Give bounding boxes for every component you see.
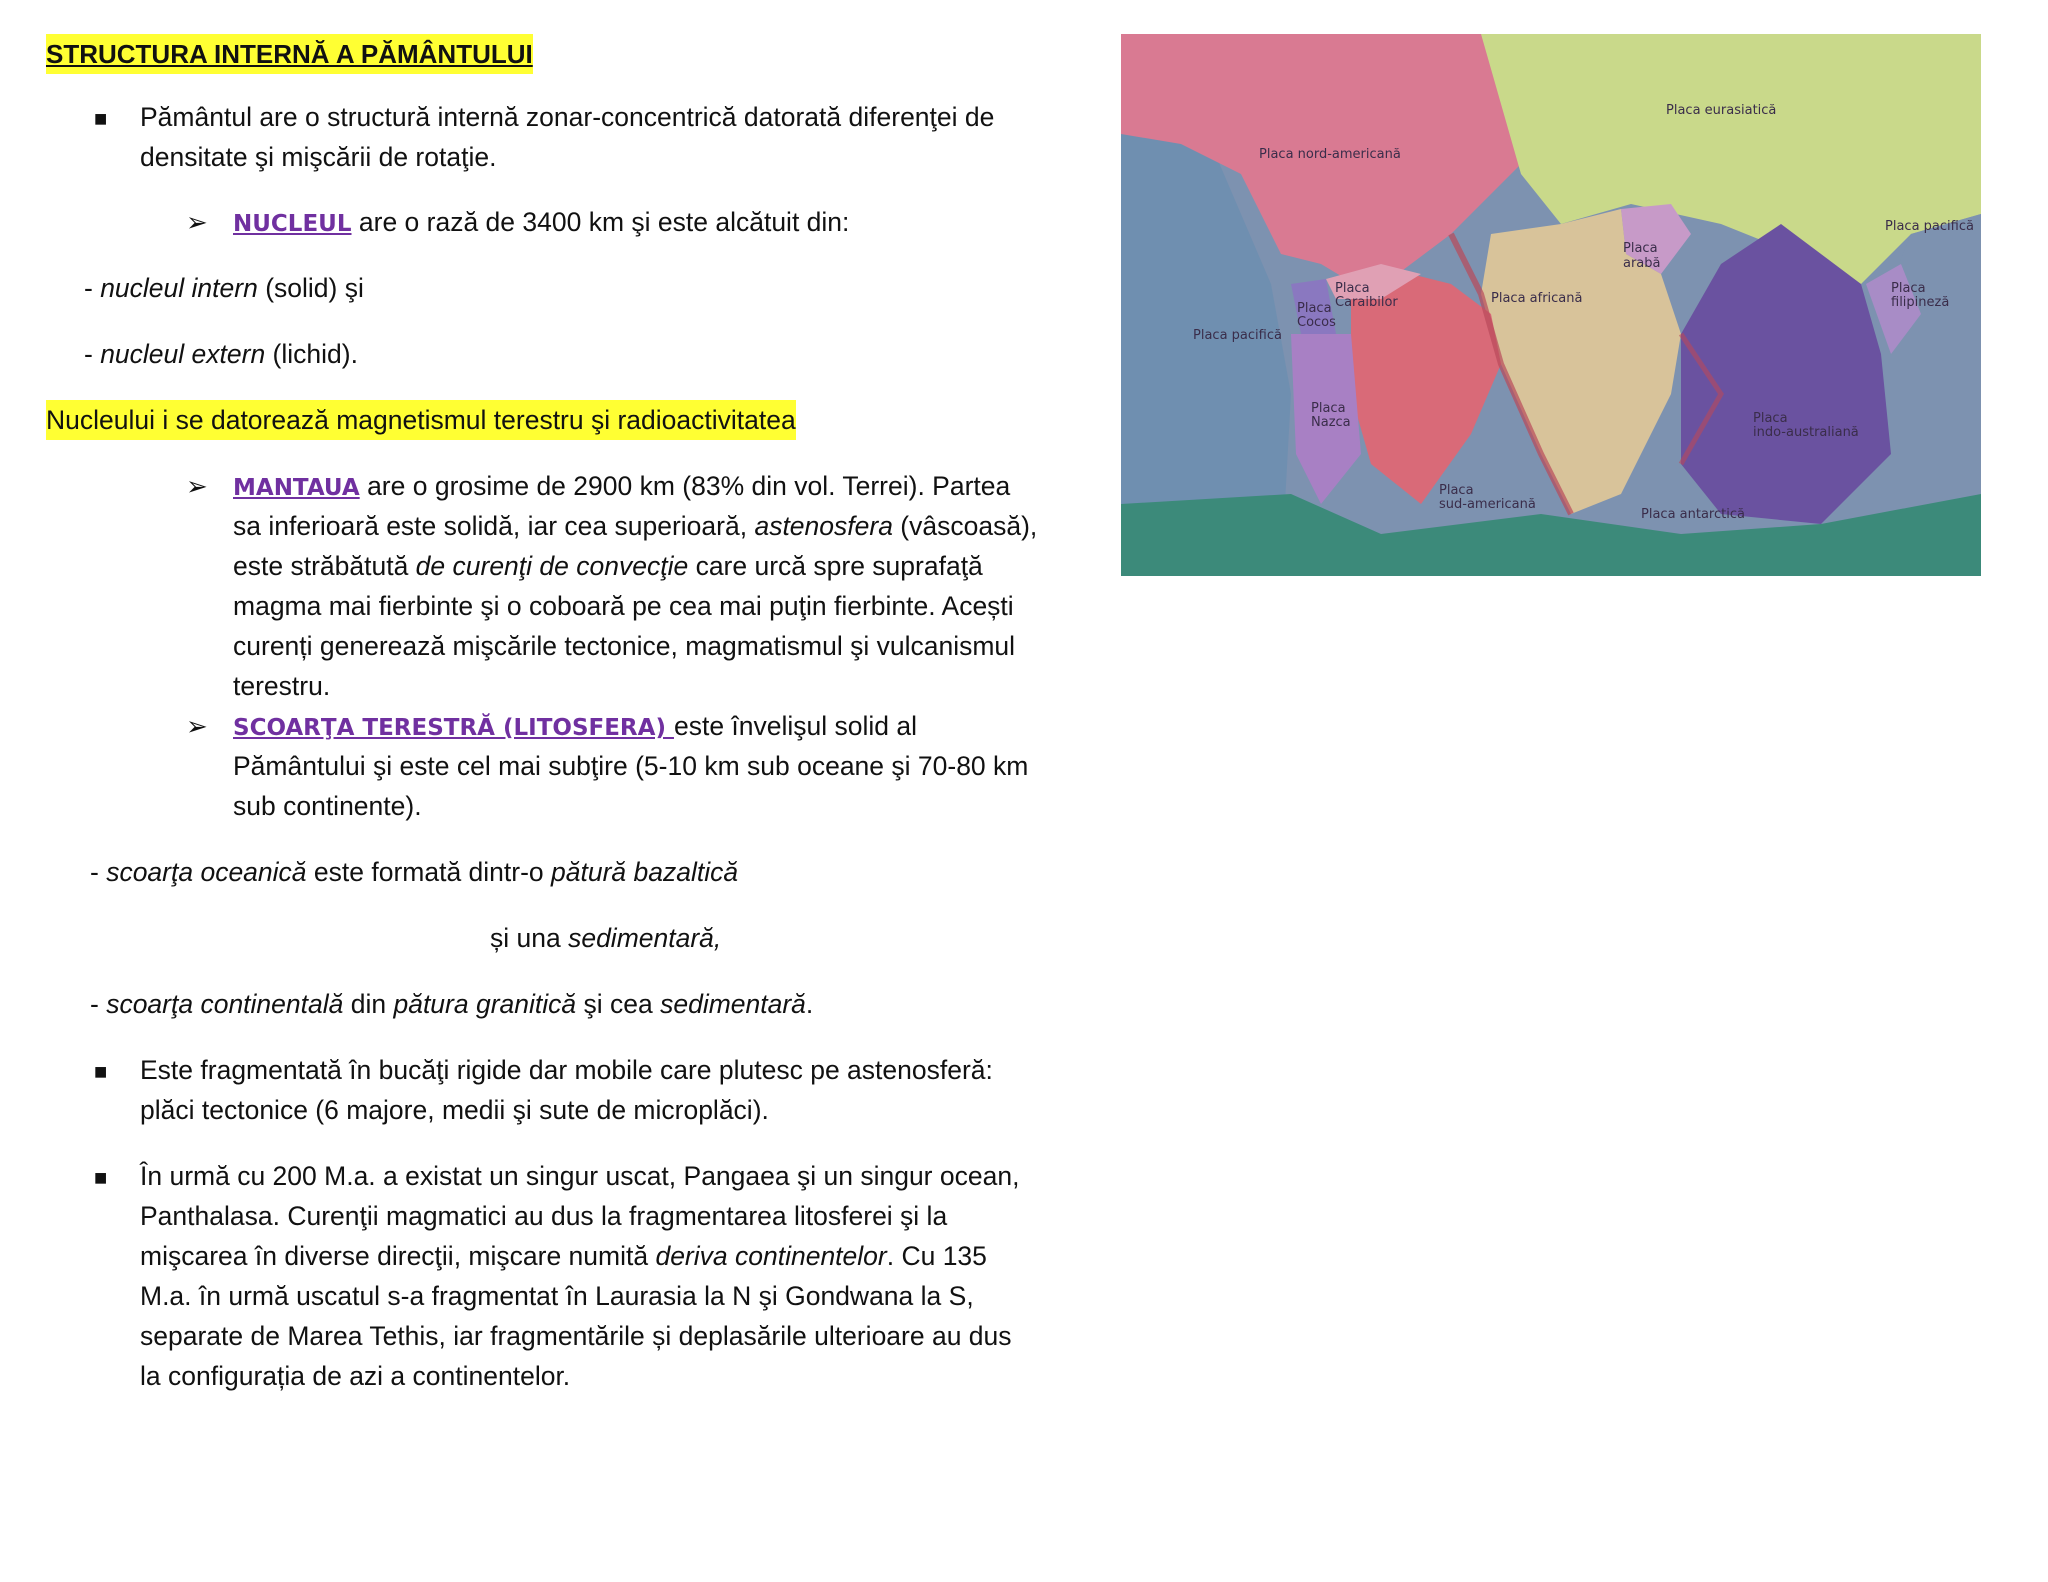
bullet-icon: ■ <box>94 1165 108 1190</box>
label-caraibilor-2: Caraibilor <box>1335 295 1398 310</box>
paragraph-pangaea-line1: În urmă cu 200 M.a. a existat un singur uscat, Pangaea şi un singur ocean, <box>140 1161 1020 1191</box>
label-cocos-1: Placa <box>1297 301 1332 316</box>
label-indo-1: Placa <box>1753 411 1788 426</box>
label-nord-americana: Placa nord-americană <box>1259 147 1401 162</box>
label-pacifica-right: Placa pacifică <box>1885 219 1974 234</box>
scoarta-text: este învelişul solid al <box>673 711 918 741</box>
paragraph-pangaea-line5: separate de Marea Tethis, iar fragmentările și deplasările ulterioare au dus <box>140 1321 1012 1351</box>
text: care urcă spre suprafaţă <box>688 551 983 581</box>
document-title: STRUCTURA INTERNĂ A PĂMÂNTULUI <box>46 34 533 74</box>
mantaua-line1 <box>233 466 1010 508</box>
paragraph-pangaea-line2: Panthalasa. Curenţii magmatici au dus la fragmentarea litosferei şi la <box>140 1201 948 1231</box>
nucleul-extern-term: nucleul extern <box>100 339 266 369</box>
patura-granitica-term: pătura granitică <box>393 989 577 1019</box>
paragraph-fragmentare-line1: Este fragmentată în bucăţi rigide dar mobile care plutesc pe astenosferă: <box>140 1055 993 1085</box>
mantaua-line2 <box>233 506 1037 546</box>
text: este formată dintr-o <box>306 857 552 887</box>
dash: - <box>90 989 107 1019</box>
scoarta-continentala-line <box>90 984 813 1024</box>
patura-bazaltica-term: pătură bazaltică <box>551 857 739 887</box>
text: din <box>343 989 394 1019</box>
scoarta-line3: sub continente). <box>233 791 422 821</box>
label-araba-2: arabă <box>1623 256 1661 271</box>
dash: - <box>90 857 107 887</box>
nucleul-intern-line <box>84 268 364 308</box>
mantaua-line4: magma mai fierbinte şi o coboară pe cea mai puţin fierbinte. Acești <box>233 591 1014 621</box>
text: . <box>805 989 814 1019</box>
bullet-icon: ■ <box>94 106 108 131</box>
label-sud-2: sud-americană <box>1439 497 1536 512</box>
scoarta-line2: Pământului şi este cel mai subţire (5-10 km sub oceane şi 70-80 km <box>233 751 1029 781</box>
text: (vâscoasă), <box>892 511 1038 541</box>
label-indo-2: indo-australiană <box>1753 425 1859 440</box>
mantaua-keyword: MANTAUA <box>233 475 360 501</box>
text: sa inferioară este solidă, iar cea superioară, <box>233 511 755 541</box>
sedimentara-line <box>490 918 721 958</box>
sedimentara-term: sedimentară <box>660 989 806 1019</box>
nucleul-extern-line <box>84 334 358 374</box>
scoarta-oceanica-term: scoarţa oceanică <box>106 857 307 887</box>
label-africana: Placa africană <box>1491 291 1583 306</box>
sedimentara-term: sedimentară, <box>568 923 722 953</box>
text: şi cea <box>576 989 661 1019</box>
arrow-bullet-icon: ➢ <box>186 711 208 741</box>
mantaua-line3 <box>233 546 983 586</box>
text: și una <box>490 923 569 953</box>
dash: - <box>84 339 101 369</box>
paragraph-fragmentare-line2: plăci tectonice (6 majore, medii şi sute de microplăci). <box>140 1095 769 1125</box>
paragraph-structure-line2: densitate şi mişcării de rotaţie. <box>140 142 497 172</box>
tectonic-plates-map <box>1121 34 1981 576</box>
scoarta-line1 <box>233 706 917 748</box>
nucleul-text: are o rază de 3400 km şi este alcătuit din: <box>351 207 850 237</box>
mantaua-line6: terestru. <box>233 671 331 701</box>
mantaua-line5: curenți generează mişcările tectonice, magmatismul şi vulcanismul <box>233 631 1016 661</box>
label-nazca-2: Nazca <box>1311 415 1351 430</box>
label-antarctica: Placa antarctică <box>1641 507 1745 522</box>
astenosfera-term: astenosfera <box>754 511 893 541</box>
paragraph-pangaea-line4: M.a. în urmă uscatul s-a fragmentat în Laurasia la N şi Gondwana la S, <box>140 1281 974 1311</box>
paragraph-pangaea-line6: la configurația de azi a continentelor. <box>140 1361 571 1391</box>
arrow-bullet-icon: ➢ <box>186 207 208 237</box>
label-nazca-1: Placa <box>1311 401 1346 416</box>
nucleul-extern-rest: (lichid). <box>265 339 358 369</box>
label-filipine-2: filipineză <box>1891 295 1950 310</box>
nucleul-intern-rest: (solid) şi <box>257 273 364 303</box>
paragraph-pangaea-line3 <box>140 1236 987 1276</box>
nucleul-keyword: NUCLEUL <box>233 211 352 237</box>
label-sud-1: Placa <box>1439 483 1474 498</box>
label-filipine-1: Placa <box>1891 281 1926 296</box>
label-araba-1: Placa <box>1623 241 1658 256</box>
text: mişcarea în diverse direcţii, mişcare numită <box>140 1241 656 1271</box>
label-pacifica-left: Placa pacifică <box>1193 328 1282 343</box>
scoarta-continentala-term: scoarţa continentală <box>106 989 344 1019</box>
mantaua-text: are o grosime de 2900 km (83% din vol. Terrei). Partea <box>359 471 1011 501</box>
scoarta-keyword: SCOARŢA TERESTRĂ (LITOSFERA) <box>233 715 674 741</box>
scoarta-oceanica-line <box>90 852 738 892</box>
label-cocos-2: Cocos <box>1297 315 1336 330</box>
nucleul-line <box>233 202 849 244</box>
text: . Cu 135 <box>886 1241 987 1271</box>
deriva-continentelor-term: deriva continentelor <box>655 1241 887 1271</box>
bullet-icon: ■ <box>94 1059 108 1084</box>
label-eurasiatica: Placa eurasiatică <box>1666 103 1777 118</box>
text: este străbătută <box>233 551 416 581</box>
label-caraibilor-1: Placa <box>1335 281 1370 296</box>
dash: - <box>84 273 101 303</box>
curenti-conventie-term: de curenţi de convecţie <box>415 551 689 581</box>
nucleul-intern-term: nucleul intern <box>100 273 258 303</box>
arrow-bullet-icon: ➢ <box>186 471 208 501</box>
paragraph-structure-line1: Pământul are o structură internă zonar-concentrică datorată diferenţei de <box>140 102 995 132</box>
tectonic-plates-map-image <box>1121 34 1981 576</box>
highlighted-note: Nucleului i se datorează magnetismul terestru şi radioactivitatea <box>46 400 796 440</box>
